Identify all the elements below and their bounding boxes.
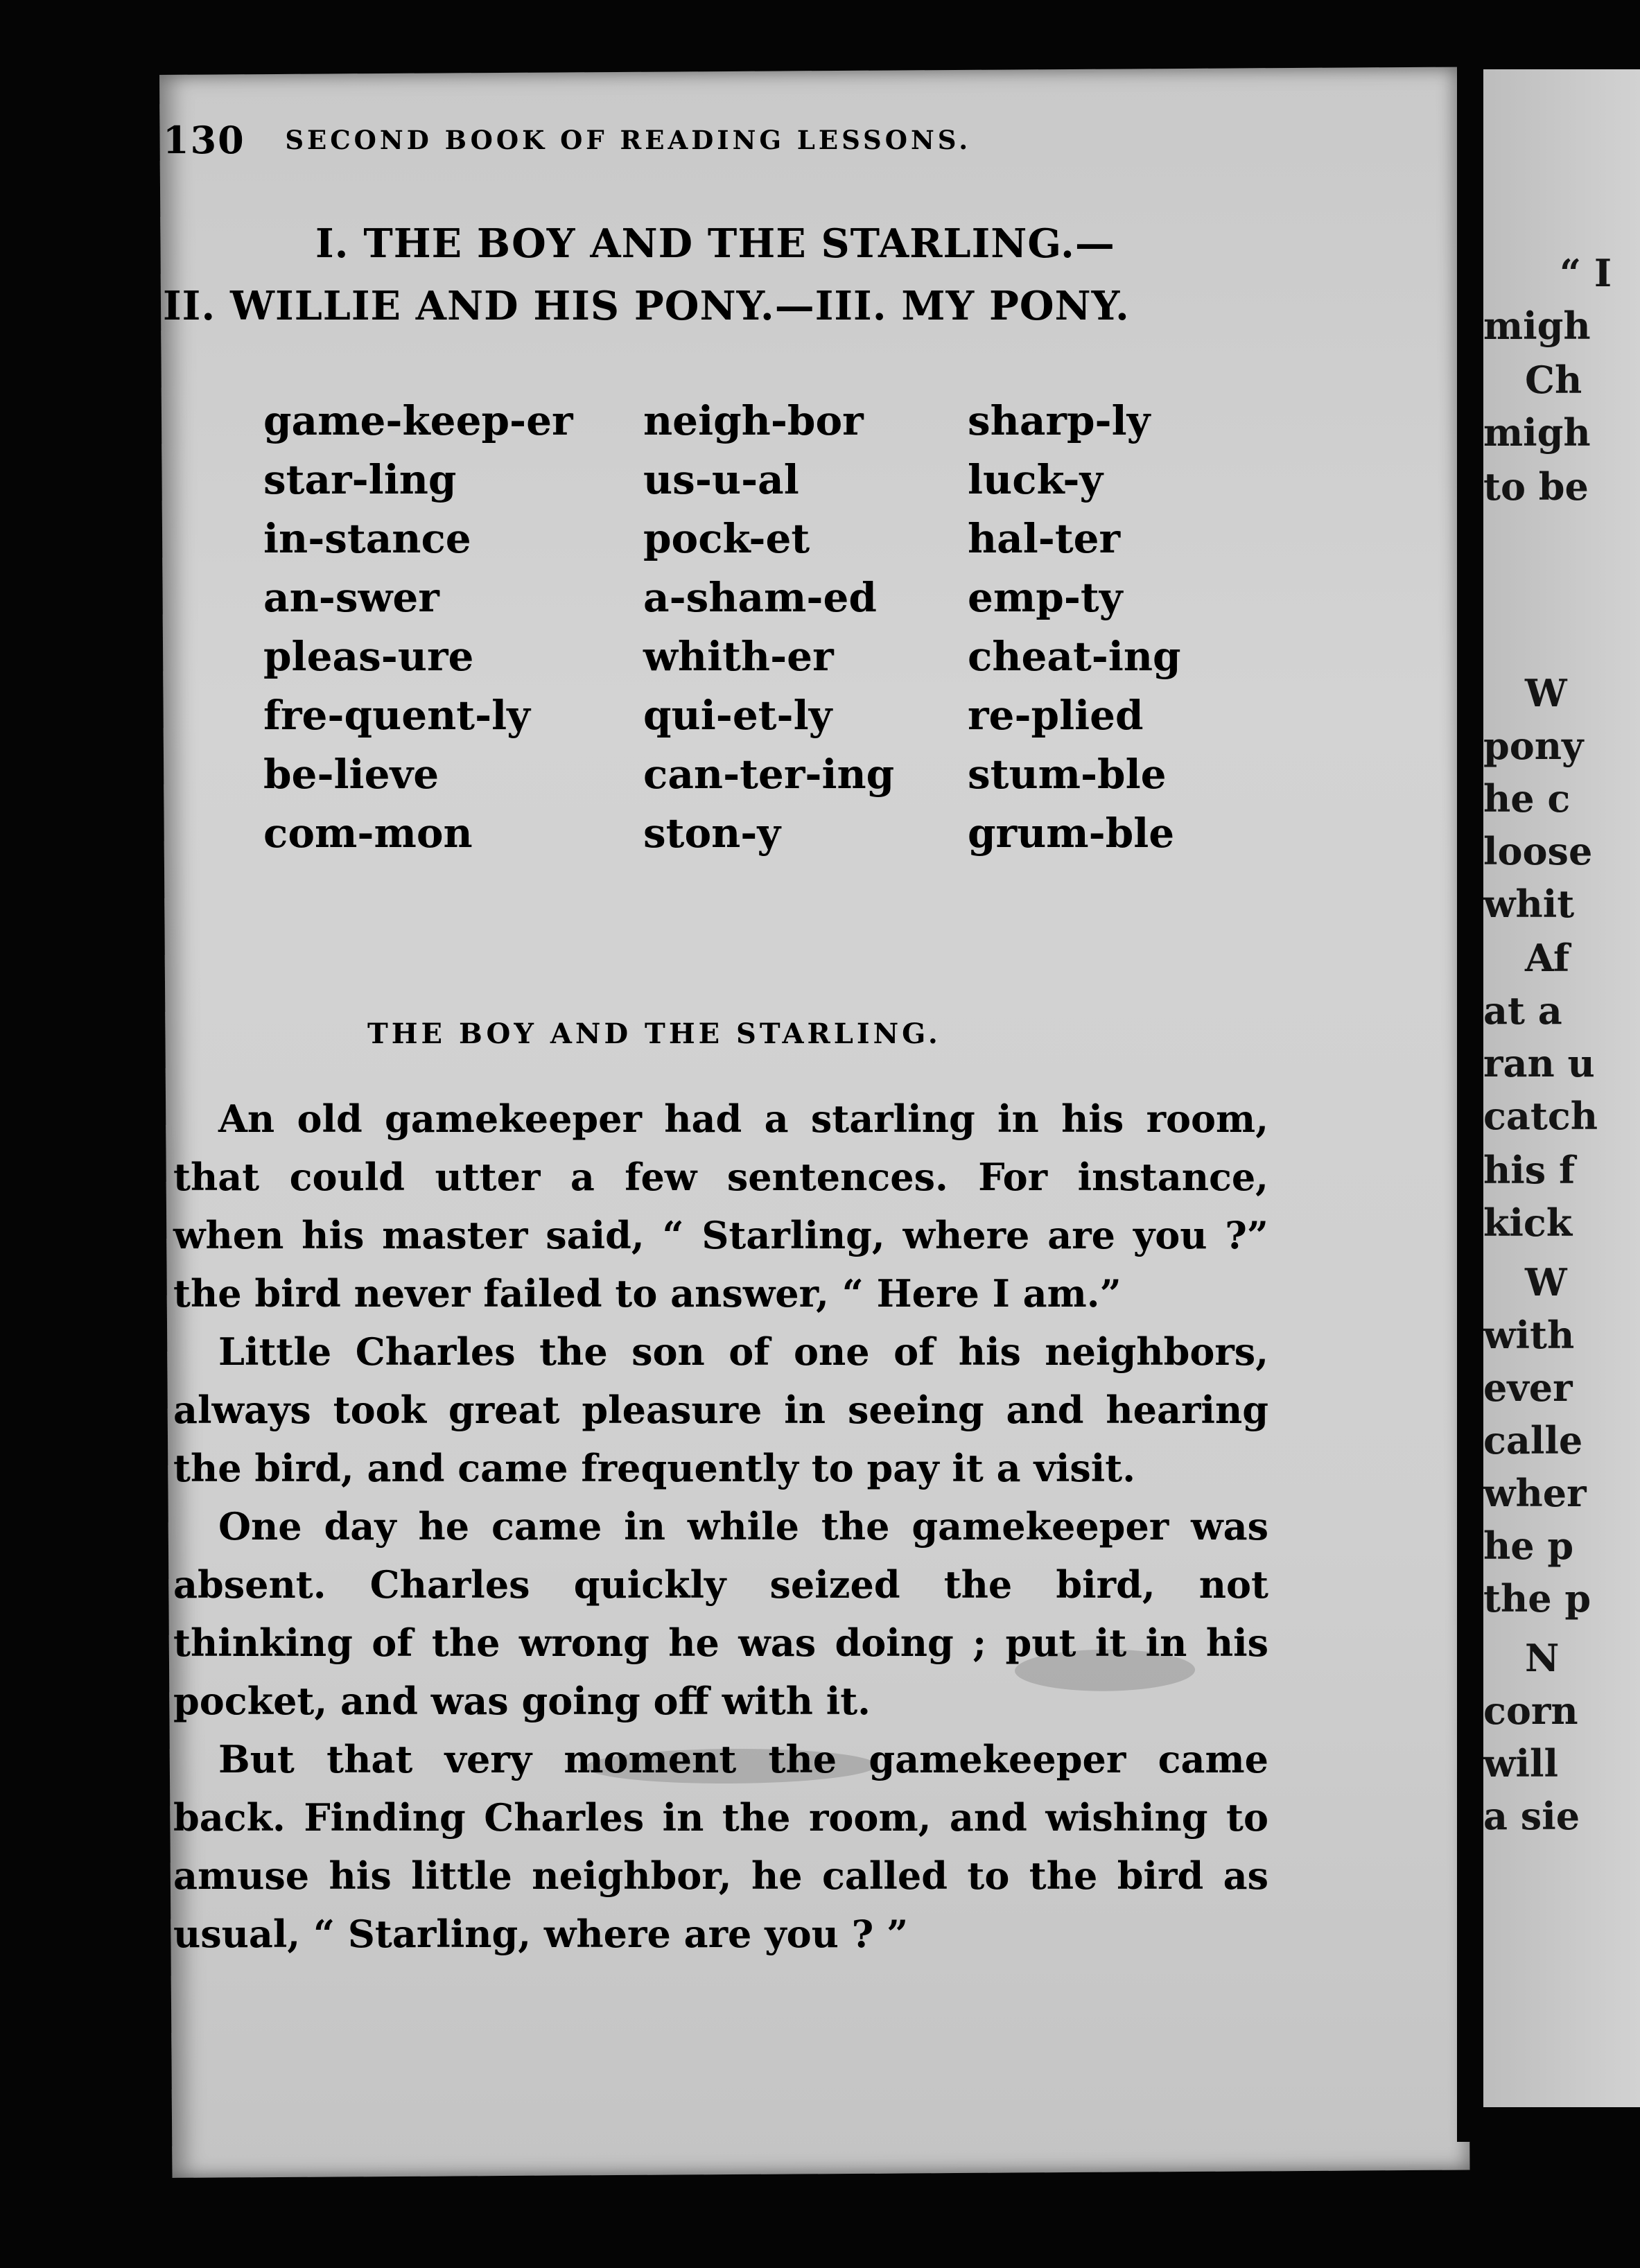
spelling-word: hal-ter — [968, 515, 1121, 562]
right-page-fragment: wher — [1483, 1471, 1587, 1515]
right-page-fragment: will — [1483, 1741, 1559, 1786]
spelling-word: neigh-bor — [643, 397, 864, 444]
story-paragraph: Little Charles the son of one of his neighbors, always took great pleasure in seeing and hearing the bird, and came frequently to pay it a visit. — [173, 1329, 1268, 1490]
spelling-word: grum-ble — [968, 810, 1175, 857]
right-page-fragment: he p — [1483, 1524, 1574, 1568]
spelling-word: emp-ty — [968, 574, 1123, 621]
story-paragraph: An old gamekeeper had a starling in his room, that could utter a few sentences. For instance, when his master said, “ Starling, where are you ?” the bird never failed to answer, “ Here I am.” — [173, 1097, 1268, 1316]
spelling-word: com-mon — [263, 810, 473, 857]
right-page-fragment: whit — [1483, 882, 1575, 926]
right-page-fragment: his f — [1483, 1148, 1576, 1192]
spelling-word: can-ter-ing — [643, 751, 895, 798]
spelling-word: sharp-ly — [968, 397, 1151, 444]
spelling-word: ston-y — [643, 810, 781, 857]
right-page-fragment: “ I — [1560, 251, 1612, 295]
spelling-word: stum-ble — [968, 751, 1167, 798]
right-page-fragment: N — [1525, 1636, 1560, 1680]
spelling-column-2 — [643, 392, 976, 863]
spelling-column-3 — [968, 392, 1300, 863]
lesson-title-line-2: II. WILLIE AND HIS PONY.—III. MY PONY. — [163, 283, 1130, 329]
right-page-fragment: pony — [1483, 724, 1584, 768]
right-page-fragment: to be — [1483, 464, 1589, 509]
right-page-fragment: W — [1525, 671, 1567, 715]
spelling-word: qui-et-ly — [643, 692, 832, 739]
running-head-title: SECOND BOOK OF READING LESSONS. — [285, 125, 972, 155]
right-book-page-edge — [1483, 69, 1640, 2107]
story-body — [173, 1090, 1268, 1963]
spelling-word: whith-er — [643, 633, 834, 680]
spelling-word: game-keep-er — [263, 397, 573, 444]
running-header — [163, 118, 1293, 162]
right-page-fragment: migh — [1483, 410, 1591, 455]
right-page-fragment: corn — [1483, 1689, 1578, 1733]
right-page-fragment: he c — [1483, 776, 1571, 821]
page-number: 130 — [163, 118, 245, 162]
spelling-word: us-u-al — [643, 456, 799, 503]
lesson-title-line-1: I. THE BOY AND THE STARLING.— — [315, 220, 1115, 267]
right-page-fragment: migh — [1483, 304, 1591, 348]
spelling-word: re-plied — [968, 692, 1144, 739]
story-title: THE BOY AND THE STARLING. — [367, 1018, 941, 1050]
right-page-fragment: a sie — [1483, 1794, 1580, 1838]
spelling-word: cheat-ing — [968, 633, 1181, 680]
spelling-column-1 — [263, 392, 596, 863]
spelling-word: a-sham-ed — [643, 574, 877, 621]
right-page-fragment: ever — [1483, 1366, 1573, 1410]
right-page-fragment: Af — [1525, 936, 1570, 980]
right-page-fragment: Ch — [1525, 358, 1582, 402]
spelling-word: in-stance — [263, 515, 471, 562]
right-page-fragment: with — [1483, 1313, 1575, 1357]
spelling-word: pock-et — [643, 515, 810, 562]
spelling-word: pleas-ure — [263, 633, 474, 680]
spelling-word: luck-y — [968, 456, 1103, 503]
spelling-word: be-lieve — [263, 751, 439, 798]
book-gutter — [1457, 62, 1485, 2142]
right-page-fragment: ran u — [1483, 1041, 1595, 1085]
right-page-fragment: the p — [1483, 1576, 1591, 1621]
right-page-fragment: kick — [1483, 1201, 1573, 1245]
right-page-fragment: at a — [1483, 988, 1562, 1033]
right-page-fragment: loose — [1483, 829, 1593, 873]
right-page-fragment: W — [1525, 1260, 1567, 1305]
right-page-fragment: calle — [1483, 1418, 1583, 1463]
spelling-word: star-ling — [263, 456, 457, 503]
story-paragraph: One day he came in while the gamekeeper was absent. Charles quickly seized the bird, not thinking of the wrong he was doing ; put it in his pocket, and was going off with it. — [173, 1504, 1268, 1723]
spelling-word: fre-quent-ly — [263, 692, 530, 739]
story-paragraph: But that very moment the gamekeeper came back. Finding Charles in the room, and wishing to amuse his little neighbor, he called to the bird as usual, “ Starling, where are you ? ” — [173, 1737, 1268, 1956]
spelling-word: an-swer — [263, 574, 439, 621]
right-page-fragment: catch — [1483, 1094, 1598, 1138]
